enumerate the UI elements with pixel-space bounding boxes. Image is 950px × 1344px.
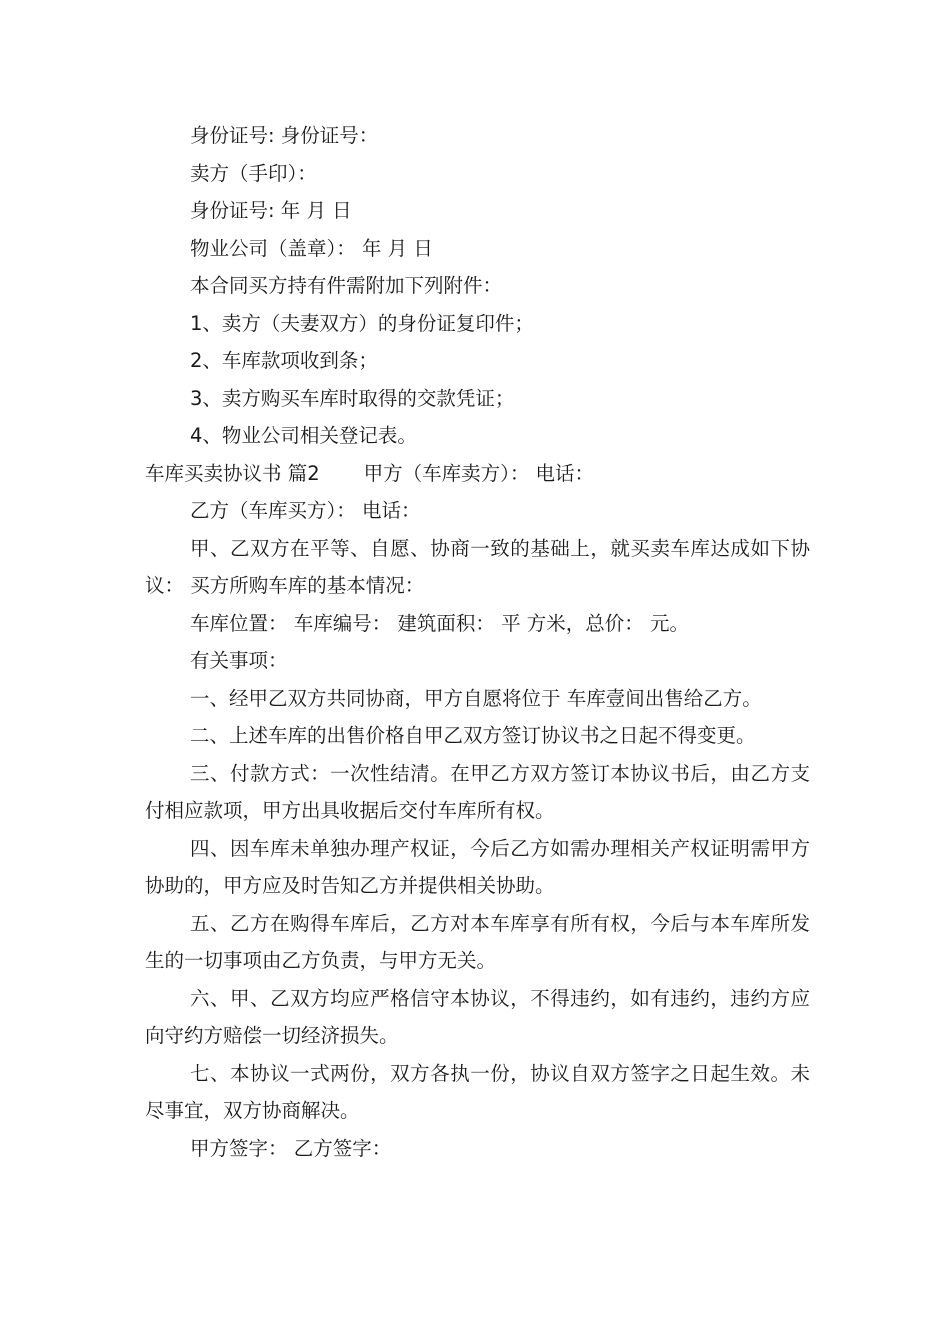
clause-paragraph: 三、付款方式：一次性结清。在甲乙方双方签订本协议书后，由乙方支付相应款项，甲方出具收据后交付车库所有权。 [145, 761, 810, 822]
party-b-line: 乙方（车库买方）： 电话： [190, 499, 421, 522]
clause-paragraph: 五、乙方在购得车库后，乙方对本车库享有所有权，今后与本车库所发生的一切事项由乙方负责，与甲方无关。 [145, 911, 810, 972]
attachment-item: 2、车库款项收到条； [190, 349, 378, 372]
matters-label: 有关事项： [190, 649, 288, 672]
intro-paragraph: 甲、乙双方在平等、自愿、协商一致的基础上，就买卖车库达成如下协议： 买方所购车库的基本情况： [145, 536, 810, 597]
document-body [145, 117, 810, 1167]
clause-paragraph: 二、上述车库的出售价格自甲乙双方签订协议书之日起不得变更。 [190, 724, 756, 747]
clause-paragraph: 一、经甲乙双方共同协商，甲方自愿将位于 车库壹间出售给乙方。 [190, 686, 762, 710]
clause-paragraph: 七、本协议一式两份，双方各执一份，协议自双方签字之日起生效。未尽事宜，双方协商解决。 [145, 1061, 810, 1122]
seller-fingerprint-line: 卖方（手印）： [190, 161, 317, 185]
signature-line: 甲方签字： 乙方签字： [190, 1136, 392, 1160]
id-number-line: 身份证号: 身份证号： [190, 124, 379, 147]
section-heading: 车库买卖协议书 篇2 [145, 461, 320, 485]
attachment-item: 3、卖方购买车库时取得的交款凭证； [190, 386, 515, 410]
clause-paragraph: 六、甲、乙双方均应严格信守本协议，不得违约，如有违约，违约方应向守约方赔偿一切经济损失。 [145, 986, 810, 1047]
id-number-date-line: 身份证号: 年 月 日 [190, 199, 352, 222]
property-company-seal-line: 物业公司（盖章）： 年 月 日 [190, 236, 433, 260]
clause-paragraph: 四、因车库未单独办理产权证，今后乙方如需办理相关产权证明需甲方协助的，甲方应及时告知乙方并提供相关协助。 [145, 836, 810, 897]
attachments-intro: 本合同买方持有件需附加下列附件： [190, 274, 503, 297]
garage-info-line: 车库位置： 车库编号： 建筑面积： 平 方米，总价： 元。 [190, 611, 689, 635]
attachment-item: 1、卖方（夫妻双方）的身份证复印件； [190, 311, 534, 335]
section-heading-row [145, 455, 810, 493]
party-a-line: 甲方（车库卖方）： 电话： [363, 461, 595, 485]
attachment-item: 4、物业公司相关登记表。 [190, 424, 417, 447]
